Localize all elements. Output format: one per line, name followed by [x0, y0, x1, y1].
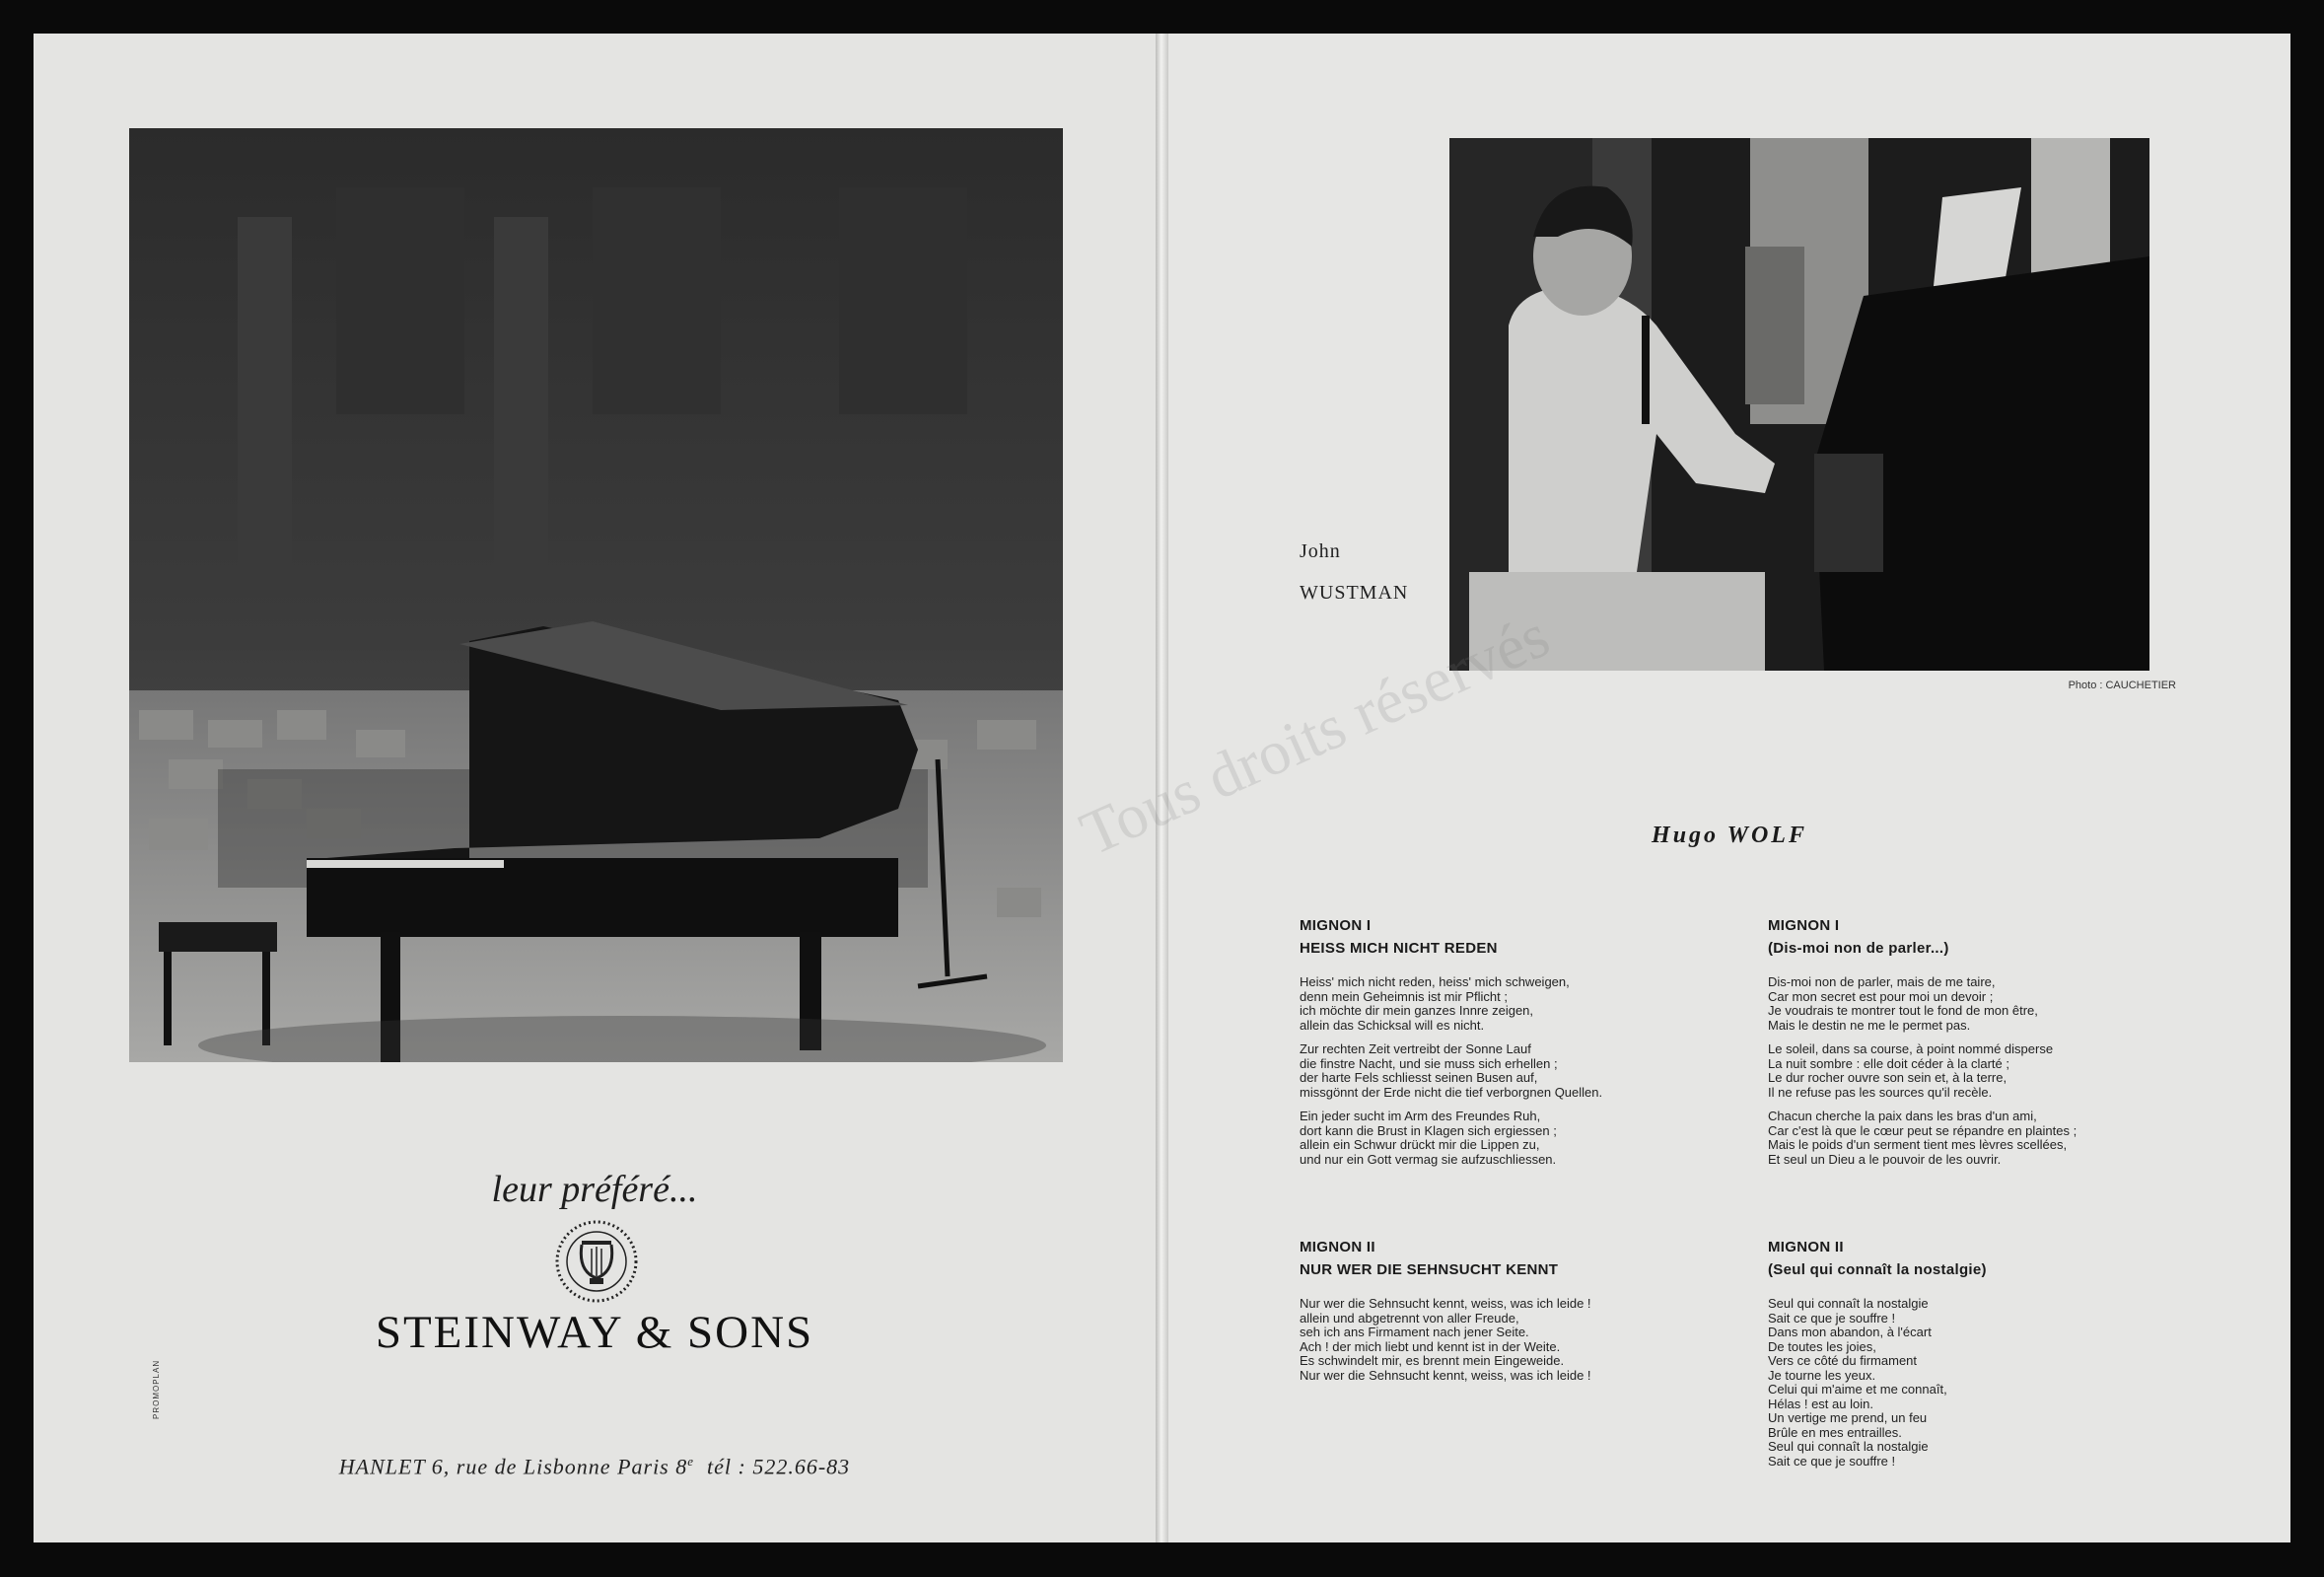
song-subtitle: (Dis-moi non de parler...) [1768, 940, 1949, 957]
lyric-line: dort kann die Brust in Klagen sich ergiessen ; [1300, 1122, 1557, 1138]
song-title: MIGNON I [1300, 917, 1372, 934]
lyric-line: Le soleil, dans sa course, à point nommé disperse [1768, 1041, 2054, 1056]
stanza [1768, 975, 2192, 1033]
lyric-line: Vers ce côté du firmament [1768, 1353, 1918, 1368]
stanza [1300, 1297, 1724, 1383]
lyric-line: Hélas ! est au loin. [1768, 1396, 1873, 1411]
address-superscript: e [687, 1454, 695, 1469]
performer-last-name: WUSTMAN [1300, 582, 1409, 604]
composer-name: Hugo WOLF [1652, 823, 1807, 848]
lyric-line: Brûle en mes entrailles. [1768, 1424, 1902, 1440]
lyric-line: Zur rechten Zeit vertreibt der Sonne Lauf [1300, 1041, 1531, 1056]
lyric-line: denn mein Geheimnis ist mir Pflicht ; [1300, 988, 1508, 1004]
lyric-line: Mais le destin ne me le permet pas. [1768, 1017, 1971, 1033]
lyric-line: der harte Fels schliesst seinen Busen auf, [1300, 1070, 1538, 1085]
lyric-line: Es schwindelt mir, es brennt mein Eingeweide. [1300, 1353, 1565, 1368]
lyric-line: Dans mon abandon, à l'écart [1768, 1325, 1932, 1339]
lyric-line: Mais le poids d'un serment tient mes lèvres scellées, [1768, 1137, 2068, 1152]
song-subtitle: (Seul qui connaît la nostalgie) [1768, 1261, 1987, 1278]
lyric-line: allein und abgetrennt von aller Freude, [1300, 1310, 1519, 1326]
song-mignon-2-french [1768, 1236, 2192, 1478]
stanza [1768, 1297, 2192, 1469]
stanza [1300, 975, 1724, 1033]
lyric-line: De toutes les joies, [1768, 1338, 1876, 1354]
stanza [1768, 1110, 2192, 1167]
song-title: MIGNON II [1300, 1239, 1375, 1255]
song-title: MIGNON I [1768, 917, 1840, 934]
lyric-line: Nur wer die Sehnsucht kennt, weiss, was ich leide ! [1300, 1367, 1591, 1383]
lyric-line: und nur ein Gott vermag sie aufzuschliessen. [1300, 1151, 1557, 1167]
agency-credit: PROMOPLAN [152, 1359, 161, 1419]
song-subtitle: HEISS MICH NICHT REDEN [1300, 940, 1498, 957]
song-title: MIGNON II [1768, 1239, 1844, 1255]
address-main: HANLET 6, rue de Lisbonne Paris 8 [338, 1454, 688, 1479]
lyric-line: Car mon secret est pour moi un devoir ; [1768, 988, 1994, 1004]
lyric-line: Heiss' mich nicht reden, heiss' mich schweigen, [1300, 974, 1570, 989]
lyric-line: Seul qui connaît la nostalgie [1768, 1439, 1929, 1454]
song-subtitle: NUR WER DIE SEHNSUCHT KENNT [1300, 1261, 1559, 1278]
lyric-line: Et seul un Dieu a le pouvoir de les ouvrir. [1768, 1151, 2002, 1167]
song-mignon-1-french [1768, 914, 2192, 1177]
lyric-line: Le dur rocher ouvre son sein et, à la terre, [1768, 1070, 2007, 1085]
lyric-line: Je tourne les yeux. [1768, 1367, 1876, 1383]
lyric-line: seh ich ans Firmament nach jener Seite. [1300, 1325, 1529, 1339]
lyric-line: ich möchte dir mein ganzes Innre zeigen, [1300, 1003, 1534, 1018]
lyric-line: Car c'est là que le cœur peut se répandre en plaintes ; [1768, 1122, 2078, 1138]
lyric-line: La nuit sombre : elle doit céder à la clarté ; [1768, 1055, 2009, 1071]
lyric-line: missgönnt der Erde nicht die tief verborgnen Quellen. [1300, 1084, 1603, 1100]
lyric-line: Dis-moi non de parler, mais de me taire, [1768, 974, 1996, 989]
lyric-line: Sait ce que je souffre ! [1768, 1310, 1896, 1326]
lyric-line: Seul qui connaît la nostalgie [1768, 1296, 1929, 1311]
piano-photo [129, 128, 1063, 1062]
lyric-line: Un vertige me prend, un feu [1768, 1410, 1928, 1425]
performer-first-name: John [1300, 540, 1341, 562]
song-mignon-1-german [1300, 914, 1724, 1177]
lyric-line: Ein jeder sucht im Arm des Freundes Ruh, [1300, 1109, 1541, 1123]
steinway-lyre-logo [552, 1217, 641, 1306]
lyric-line: die finstre Nacht, und sie muss sich erhellen ; [1300, 1055, 1558, 1071]
binding-gutter [1156, 34, 1168, 1542]
lyric-line: Chacun cherche la paix dans les bras d'un ami, [1768, 1109, 2037, 1123]
lyric-line: allein ein Schwur drückt mir die Lippen zu, [1300, 1137, 1540, 1152]
lyric-line: Je voudrais te montrer tout le fond de mon être, [1768, 1003, 2038, 1018]
address-telephone: tél : 522.66-83 [694, 1454, 851, 1479]
pianist-photo [1449, 138, 2149, 671]
song-mignon-2-german [1300, 1236, 1724, 1393]
tagline: leur préféré... [491, 1169, 698, 1210]
lyric-line: Il ne refuse pas les sources qu'il recèle. [1768, 1084, 1993, 1100]
lyric-line: Sait ce que je souffre ! [1768, 1453, 1896, 1469]
lyric-line: Celui qui m'aime et me connaît, [1768, 1382, 1947, 1397]
left-page [34, 34, 1156, 1542]
stanza [1300, 1042, 1724, 1100]
lyric-line: Nur wer die Sehnsucht kennt, weiss, was ich leide ! [1300, 1296, 1591, 1311]
stanza [1768, 1042, 2192, 1100]
stanza [1300, 1110, 1724, 1167]
photo-credit: Photo : CAUCHETIER [2068, 680, 2176, 691]
dealer-address [34, 1454, 1156, 1479]
brand-name: STEINWAY & SONS [375, 1307, 814, 1358]
lyric-line: Ach ! der mich liebt und kennt ist in der Weite. [1300, 1338, 1561, 1354]
lyric-line: allein das Schicksal will es nicht. [1300, 1017, 1485, 1033]
right-page [1168, 34, 2290, 1542]
